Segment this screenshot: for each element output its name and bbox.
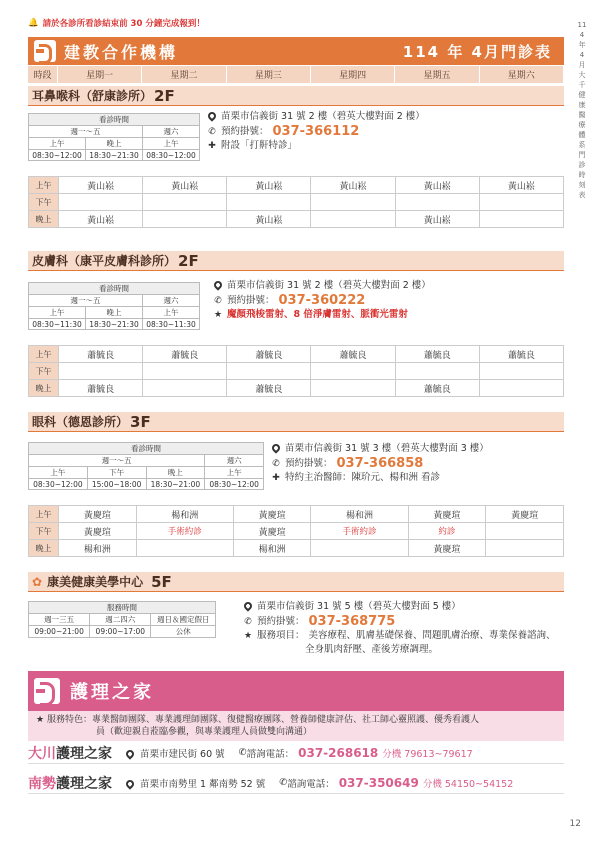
hours-head: 看診時間 [29, 283, 200, 295]
schedule-cell [479, 380, 563, 397]
beauty-service: 美容療程、肌膚基礎保養、問題肌膚治療、專業保養諮詢、 [308, 630, 556, 641]
hours-time: 08:30~12:00 [205, 479, 264, 490]
schedule-cell: 黃慶瑄 [233, 506, 311, 523]
schedule-cell: 手術約診 [311, 523, 408, 540]
hours-period: 上午 [143, 138, 200, 150]
hours-time: 08:30~11:30 [29, 319, 86, 330]
schedule-cell: 蕭毓良 [227, 346, 311, 363]
notice-text: 請於各診所看診結束前 30 分鐘完成報到！ [42, 19, 205, 29]
nursing-home-row [28, 772, 564, 794]
home-name-text: 護理之家 [56, 745, 112, 762]
eye-phone[interactable]: 037-366858 [336, 456, 424, 471]
plus-icon: ✚ [272, 473, 280, 483]
home-name-highlight: 大川 [28, 745, 56, 762]
schedule-cell: 約診 [408, 523, 486, 540]
eye-extra: 特約主治醫師：陳玠元、楊和洲 看診 [285, 472, 441, 483]
slot-label: 上午 [29, 506, 59, 523]
derm-address: 苗栗市信義街 31 號 2 樓（碧英大樓對面 2 樓） [227, 280, 431, 291]
home-name [28, 773, 112, 793]
beauty-title: 康美健康美學中心 [47, 575, 144, 589]
schedule-cell: 黃山崧 [311, 177, 395, 194]
nursing-features [28, 711, 564, 741]
schedule-cell [59, 363, 143, 380]
schedule-cell [311, 194, 395, 211]
hours-time: 08:30~12:00 [29, 150, 86, 161]
slot-label: 上午 [29, 177, 59, 194]
slot-label: 下午 [29, 363, 59, 380]
logo-icon [34, 678, 60, 704]
home-name-highlight: 南勢 [28, 775, 56, 792]
nursing-banner [28, 671, 564, 711]
banner-title: 建教合作機構 [64, 42, 179, 62]
schedule-cell [395, 194, 479, 211]
derm-title: 皮膚科（康平皮膚科診所） [32, 254, 177, 268]
schedule-cell: 黃山崧 [395, 211, 479, 228]
ent-hours-table [28, 113, 200, 161]
nursing-home-row [28, 742, 564, 764]
schedule-cell: 蕭毓良 [395, 346, 479, 363]
star-icon: ★ [213, 310, 223, 320]
schedule-cell: 黃慶瑄 [486, 506, 564, 523]
beauty-icon: ✿ [32, 574, 43, 589]
derm-section-title [28, 251, 564, 271]
schedule-cell [479, 194, 563, 211]
location-icon [124, 748, 135, 759]
schedule-cell: 黃慶瑄 [233, 523, 311, 540]
schedule-cell [311, 363, 395, 380]
eye-schedule [28, 505, 564, 557]
schedule-cell [143, 211, 227, 228]
phone-icon: ✆ [244, 617, 252, 627]
schedule-cell: 手術約診 [136, 523, 233, 540]
hours-period: 上午 [29, 467, 88, 479]
derm-extra: 魔顏飛梭雷射、8 倍淨膚雷射、脈衝光雷射 [227, 309, 408, 320]
ent-extra: 附設「打鼾特診」 [221, 140, 298, 151]
location-icon [124, 778, 135, 789]
schedule-cell: 黃慶瑄 [408, 506, 486, 523]
hours-time: 08:30~11:30 [143, 319, 200, 330]
hours-group: 週六 [205, 455, 264, 467]
day-header-cell: 星期五 [395, 66, 479, 83]
home-phone[interactable]: 037-268618 [298, 745, 379, 760]
ent-floor: 2F [154, 86, 175, 105]
eye-title: 眼科（德恩診所） [32, 415, 129, 429]
derm-floor: 2F [178, 251, 199, 270]
hours-head: 看診時間 [29, 443, 264, 455]
phone-icon: ✆ [272, 459, 280, 469]
home-ext: 分機 54150~54152 [422, 778, 514, 790]
phone-label: 預約掛號： [221, 126, 269, 137]
schedule-cell [395, 363, 479, 380]
location-icon [206, 110, 217, 121]
derm-hours-table [28, 282, 200, 330]
slot-label: 晚上 [29, 380, 59, 397]
location-icon [242, 600, 253, 611]
ent-title: 耳鼻喉科（舒康診所） [32, 89, 153, 103]
beauty-address: 苗栗市信義街 31 號 5 樓（碧英大樓對面 5 樓） [257, 601, 461, 612]
schedule-cell: 黃山崧 [59, 177, 143, 194]
schedule-cell [136, 540, 233, 557]
hours-period: 上午 [29, 138, 86, 150]
ent-info [207, 110, 425, 153]
day-header [28, 66, 564, 83]
schedule-cell [227, 363, 311, 380]
schedule-cell: 黃山崧 [59, 211, 143, 228]
schedule-cell: 黃慶瑄 [59, 523, 137, 540]
hours-group: 週六 [143, 126, 200, 138]
schedule-cell: 蕭毓良 [395, 380, 479, 397]
slot-label: 下午 [29, 194, 59, 211]
clinic-banner [28, 37, 564, 65]
schedule-cell [59, 194, 143, 211]
hours-time: 09:00~21:00 [29, 626, 90, 638]
schedule-cell [486, 523, 564, 540]
schedule-cell [479, 363, 563, 380]
beauty-phone[interactable]: 037-368775 [308, 614, 396, 629]
ent-schedule [28, 176, 564, 228]
home-ext: 分機 79613~79617 [382, 748, 473, 760]
ent-section-title [28, 86, 564, 106]
schedule-cell: 蕭毓良 [227, 380, 311, 397]
star-icon: ★ [36, 715, 47, 725]
home-address: 苗栗市南勢里 1 鄰南勢 52 號 [140, 778, 266, 790]
hours-time: 18:30~21:00 [146, 479, 205, 490]
day-header-cell: 星期三 [227, 66, 311, 83]
beauty-floor: 5F [151, 572, 172, 591]
day-header-cell: 星期一 [58, 66, 142, 83]
schedule-cell: 黃山崧 [395, 177, 479, 194]
schedule-cell [311, 540, 408, 557]
slot-label: 晚上 [29, 540, 59, 557]
schedule-cell: 黃慶瑄 [59, 506, 137, 523]
beauty-hours-table [28, 601, 216, 638]
schedule-cell [143, 363, 227, 380]
beauty-service-2: 全身肌肉舒壓、產後芳療調理。 [305, 644, 439, 655]
schedule-cell: 黃山崧 [479, 177, 563, 194]
schedule-cell [479, 211, 563, 228]
schedule-cell: 楊和洲 [136, 506, 233, 523]
hours-head: 看診時間 [29, 114, 200, 126]
hours-time: 08:30~12:00 [143, 150, 200, 161]
hours-period: 晚上 [86, 138, 143, 150]
slot-label: 下午 [29, 523, 59, 540]
schedule-cell [311, 211, 395, 228]
schedule-cell [143, 194, 227, 211]
schedule-cell: 黃山崧 [227, 177, 311, 194]
slot-label: 晚上 [29, 211, 59, 228]
hours-time: 15:00~18:00 [87, 479, 146, 490]
schedule-cell: 黃山崧 [143, 177, 227, 194]
beauty-section-title [28, 572, 564, 592]
schedule-cell [227, 194, 311, 211]
day-header-cell: 時段 [28, 66, 58, 83]
location-icon [212, 279, 223, 290]
home-name [28, 743, 112, 763]
phone-icon: ✆ [214, 296, 222, 306]
eye-address: 苗栗市信義街 31 號 3 樓（碧英大樓對面 3 樓） [285, 443, 489, 454]
star-icon: ★ [243, 631, 253, 641]
hours-period: 晚上 [146, 467, 205, 479]
home-phone[interactable]: 037-350649 [338, 775, 419, 790]
phone-icon: ✆ [279, 777, 288, 788]
schedule-cell: 蕭毓良 [311, 346, 395, 363]
schedule-cell [143, 380, 227, 397]
eye-section-title [28, 412, 564, 432]
nursing-title: 護理之家 [70, 682, 154, 703]
hours-period: 上午 [205, 467, 264, 479]
phone-label: 預約掛號： [227, 295, 275, 306]
hours-time: 09:00~17:00 [90, 626, 151, 638]
schedule-cell: 楊和洲 [59, 540, 137, 557]
schedule-cell: 楊和洲 [311, 506, 408, 523]
plus-icon: ✚ [208, 141, 216, 151]
beauty-info [243, 600, 556, 657]
hours-group: 週一～五 [29, 295, 143, 307]
ent-phone[interactable]: 037-366112 [272, 124, 360, 139]
features-text: 專業醫師團隊、專業護理師團隊、復健醫療團隊、營養師健康評估、社工師心靈照護、優秀看護人 [91, 715, 479, 725]
banner-month: 114 年 4月門診表 [402, 42, 552, 61]
home-name-text: 護理之家 [56, 775, 112, 792]
features-label: 服務特色： [46, 715, 92, 725]
schedule-cell: 蕭毓良 [143, 346, 227, 363]
hours-period: 下午 [87, 467, 146, 479]
eye-info [271, 442, 489, 485]
day-header-cell: 星期四 [311, 66, 395, 83]
schedule-cell: 蕭毓良 [59, 346, 143, 363]
page-number: 12 [569, 819, 581, 829]
notice-bar [28, 17, 205, 29]
hours-day: 週二四六 [90, 614, 151, 626]
phone-label: 諮詢電話： [287, 778, 335, 790]
phone-icon: ✆ [208, 127, 216, 137]
hours-group: 週六 [143, 295, 200, 307]
hours-group: 週一～五 [29, 455, 205, 467]
day-header-cell: 星期六 [480, 66, 564, 83]
hours-time: 公休 [151, 626, 216, 638]
hours-head: 服務時間 [29, 602, 216, 614]
hours-time: 08:30~12:00 [29, 479, 88, 490]
hours-period: 晚上 [86, 307, 143, 319]
phone-label: 諮詢電話： [246, 748, 295, 760]
service-label: 服務項目： [257, 630, 305, 641]
features-text-2: 員（歡迎親自蒞臨參觀，與專業護理人員做雙向溝通） [96, 727, 313, 737]
hours-day: 週一三五 [29, 614, 90, 626]
derm-phone[interactable]: 037-360222 [278, 293, 366, 308]
eye-hours-table [28, 442, 264, 490]
derm-schedule [28, 345, 564, 397]
schedule-cell: 蕭毓良 [59, 380, 143, 397]
phone-icon: ✆ [238, 747, 247, 758]
derm-info [213, 279, 431, 322]
schedule-cell: 楊和洲 [233, 540, 311, 557]
hours-period: 上午 [143, 307, 200, 319]
phone-label: 預約掛號： [285, 458, 333, 469]
eye-floor: 3F [130, 412, 151, 431]
hours-time: 18:30~21:30 [86, 150, 143, 161]
hours-group: 週一～五 [29, 126, 143, 138]
side-text: 114年4月 大千健康醫療體系 門診時刻表 [577, 21, 587, 199]
logo-icon [34, 40, 56, 62]
day-header-cell: 星期二 [142, 66, 226, 83]
hours-day: 週日＆國定假日 [151, 614, 216, 626]
schedule-cell [311, 380, 395, 397]
home-address: 苗栗市建民街 60 號 [140, 748, 225, 760]
schedule-cell: 蕭毓良 [479, 346, 563, 363]
schedule-cell [486, 540, 564, 557]
bell-icon: 🔔 [28, 18, 39, 28]
schedule-cell: 黃慶瑄 [408, 540, 486, 557]
schedule-cell: 黃山崧 [227, 211, 311, 228]
hours-period: 上午 [29, 307, 86, 319]
location-icon [270, 442, 281, 453]
phone-label: 預約掛號： [257, 616, 305, 627]
slot-label: 上午 [29, 346, 59, 363]
ent-address: 苗栗市信義街 31 號 2 樓（碧英大樓對面 2 樓） [221, 111, 425, 122]
hours-time: 18:30~21:30 [86, 319, 143, 330]
